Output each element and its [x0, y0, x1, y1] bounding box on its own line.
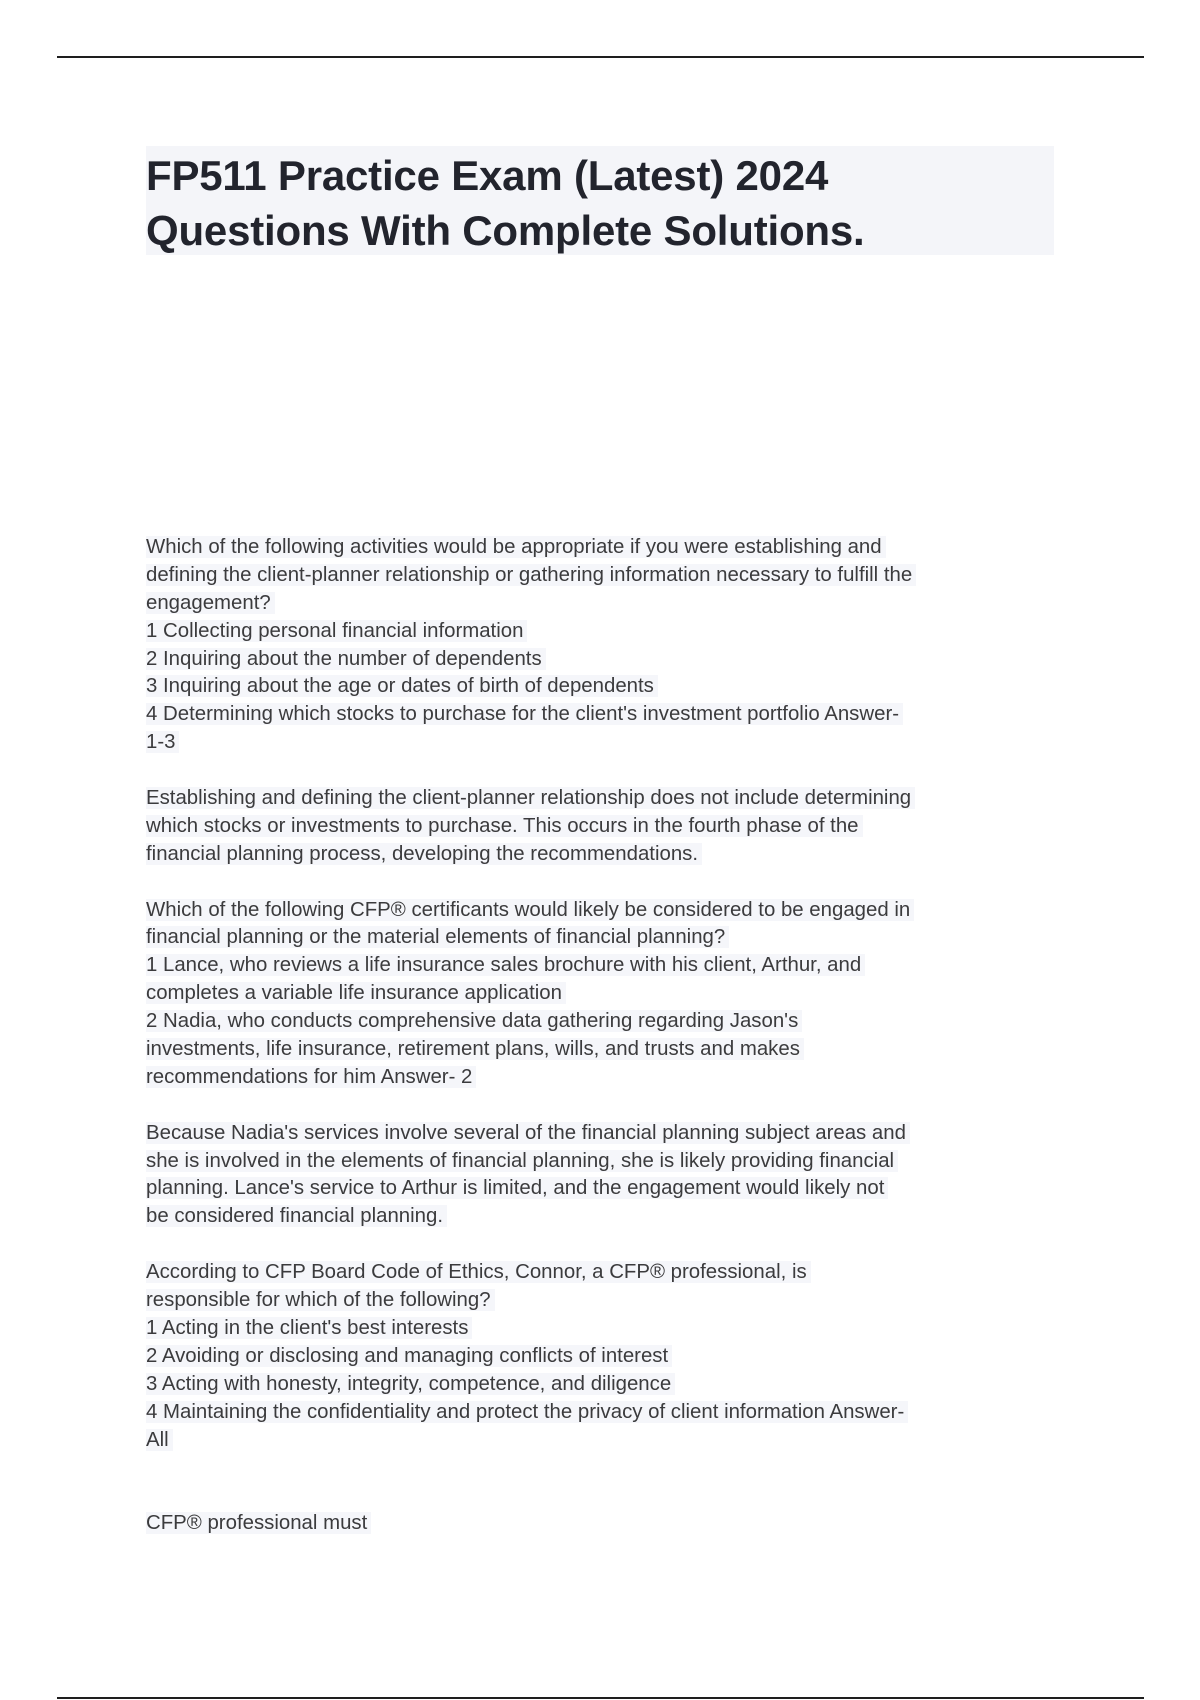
document-title — [146, 148, 865, 258]
document-body — [146, 534, 1066, 1538]
text-line: Which of the following CFP® certificants would likely be considered to be engaged in — [146, 897, 1066, 925]
explanation-block — [146, 1120, 1066, 1232]
text-line: which stocks or investments to purchase. This occurs in the fourth phase of the — [146, 813, 1066, 841]
option-line: 4 Maintaining the confidentiality and protect the privacy of client information Answer- — [146, 1399, 1066, 1427]
text-line: planning. Lance's service to Arthur is limited, and the engagement would likely not — [146, 1175, 1066, 1203]
answer-line: recommendations for him Answer- 2 — [146, 1064, 1066, 1092]
question-block — [146, 1259, 1066, 1454]
explanation-block — [146, 785, 1066, 869]
option-line: 1 Acting in the client's best interests — [146, 1315, 1066, 1343]
text-line: According to CFP Board Code of Ethics, Connor, a CFP® professional, is — [146, 1259, 1066, 1287]
question-block — [146, 534, 1066, 757]
option-line: 2 Avoiding or disclosing and managing conflicts of interest — [146, 1343, 1066, 1371]
option-line: investments, life insurance, retirement plans, wills, and trusts and makes — [146, 1036, 1066, 1064]
option-line: 1 Collecting personal financial information — [146, 618, 1066, 646]
explanation-block — [146, 1510, 1066, 1538]
text-line: she is involved in the elements of financial planning, she is likely providing financial — [146, 1148, 1066, 1176]
option-line: 4 Determining which stocks to purchase for the client's investment portfolio Answer- — [146, 701, 1066, 729]
text-line: CFP® professional must — [146, 1510, 1066, 1538]
spacer — [146, 757, 1066, 785]
text-line: be considered financial planning. — [146, 1203, 1066, 1231]
option-line: 3 Inquiring about the age or dates of birth of dependents — [146, 673, 1066, 701]
text-line: Which of the following activities would be appropriate if you were establishing and — [146, 534, 1066, 562]
spacer — [146, 1482, 1066, 1510]
answer-line: All — [146, 1427, 1066, 1455]
text-line: financial planning process, developing the recommendations. — [146, 841, 1066, 869]
option-line: completes a variable life insurance application — [146, 980, 1066, 1008]
option-line: 3 Acting with honesty, integrity, competence, and diligence — [146, 1371, 1066, 1399]
answer-line: 1-3 — [146, 729, 1066, 757]
spacer — [146, 1092, 1066, 1120]
option-line: 1 Lance, who reviews a life insurance sales brochure with his client, Arthur, and — [146, 952, 1066, 980]
title-line: Questions With Complete Solutions. — [146, 207, 865, 254]
text-line: defining the client-planner relationship or gathering information necessary to fulfill the — [146, 562, 1066, 590]
top-rule — [57, 56, 1144, 58]
option-line: 2 Inquiring about the number of dependents — [146, 646, 1066, 674]
question-block — [146, 897, 1066, 1092]
title-line: FP511 Practice Exam (Latest) 2024 — [146, 152, 829, 199]
text-line: financial planning or the material elements of financial planning? — [146, 924, 1066, 952]
text-line: responsible for which of the following? — [146, 1287, 1066, 1315]
text-line: Establishing and defining the client-planner relationship does not include determining — [146, 785, 1066, 813]
spacer — [146, 869, 1066, 897]
text-line: engagement? — [146, 590, 1066, 618]
bottom-rule — [57, 1697, 1144, 1699]
option-line: 2 Nadia, who conducts comprehensive data gathering regarding Jason's — [146, 1008, 1066, 1036]
spacer — [146, 1231, 1066, 1259]
text-line: Because Nadia's services involve several of the financial planning subject areas and — [146, 1120, 1066, 1148]
spacer — [146, 1454, 1066, 1482]
